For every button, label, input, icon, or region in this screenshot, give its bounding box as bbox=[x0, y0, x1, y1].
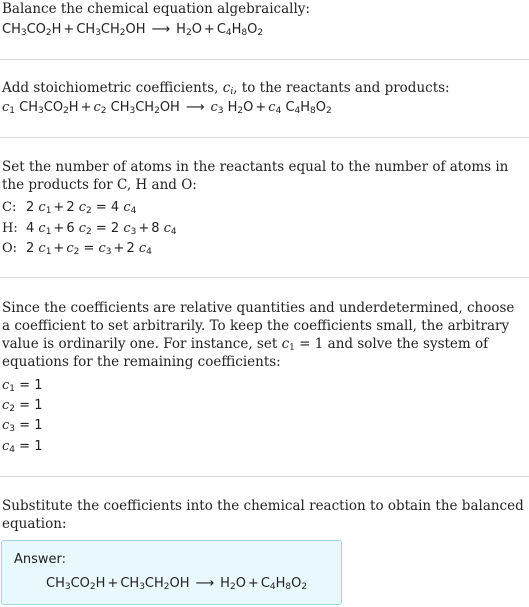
answer-box bbox=[1, 540, 342, 605]
divider bbox=[0, 59, 529, 60]
balanced-equation: $CH_3CO_2H + CH_3CH_2OH$ ⟶ $H_2O + C_4H_8O_2$ bbox=[46, 576, 308, 592]
coefficient-c1: $c_1 = 1$ bbox=[2, 378, 43, 394]
answer-label: Answer: bbox=[14, 552, 67, 567]
equation-carbon: C: 2 $c_1 + 2$ $c_2 = 4$ $c_4$ bbox=[2, 200, 137, 216]
equation-with-coefficients: $c_1$ $CH_3CO_2H + c_2$ $CH_3CH_2OH$ ⟶ $c_3$ $H_2O + c_4$ $C_4H_8O_2$ bbox=[2, 100, 332, 116]
unbalanced-equation: $CH_3CO_2H + CH_3CH_2OH$ ⟶ $H_2O + C_4H_8O_2$ bbox=[2, 22, 264, 38]
equation-oxygen: O: 2 $c_1 + c_2 = c_3 + 2$ $c_4$ bbox=[2, 241, 152, 257]
divider bbox=[0, 277, 529, 278]
step1-intro: Balance the chemical equation algebraically: bbox=[2, 1, 310, 17]
divider bbox=[0, 476, 529, 477]
step3-intro: Set the number of atoms in the reactants equal to the number of atoms in the products for C, H and O: bbox=[2, 159, 509, 193]
coefficient-c2: $c_2 = 1$ bbox=[2, 398, 43, 414]
step5-intro: Substitute the coefficients into the chemical reaction to obtain the balanced equation: bbox=[2, 498, 524, 532]
step4-intro: Since the coefficients are relative quantities and underdetermined, choose a coefficient to set arbitrarily. To keep the coefficients small, the arbitrary value is ordinarily one. For instance, set $c_1 = 1$ and solve the system of equations for the remaining coefficients: bbox=[2, 300, 515, 370]
equation-hydrogen: H: 4 $c_1 + 6$ $c_2 = 2$ $c_3 + 8$ $c_4$ bbox=[2, 221, 177, 237]
divider bbox=[0, 137, 529, 138]
coefficient-c3: $c_3 = 1$ bbox=[2, 418, 43, 434]
step2-intro: Add stoichiometric coefficients, $c_i$, to the reactants and products: bbox=[2, 80, 450, 97]
coefficient-c4: $c_4 = 1$ bbox=[2, 439, 43, 455]
